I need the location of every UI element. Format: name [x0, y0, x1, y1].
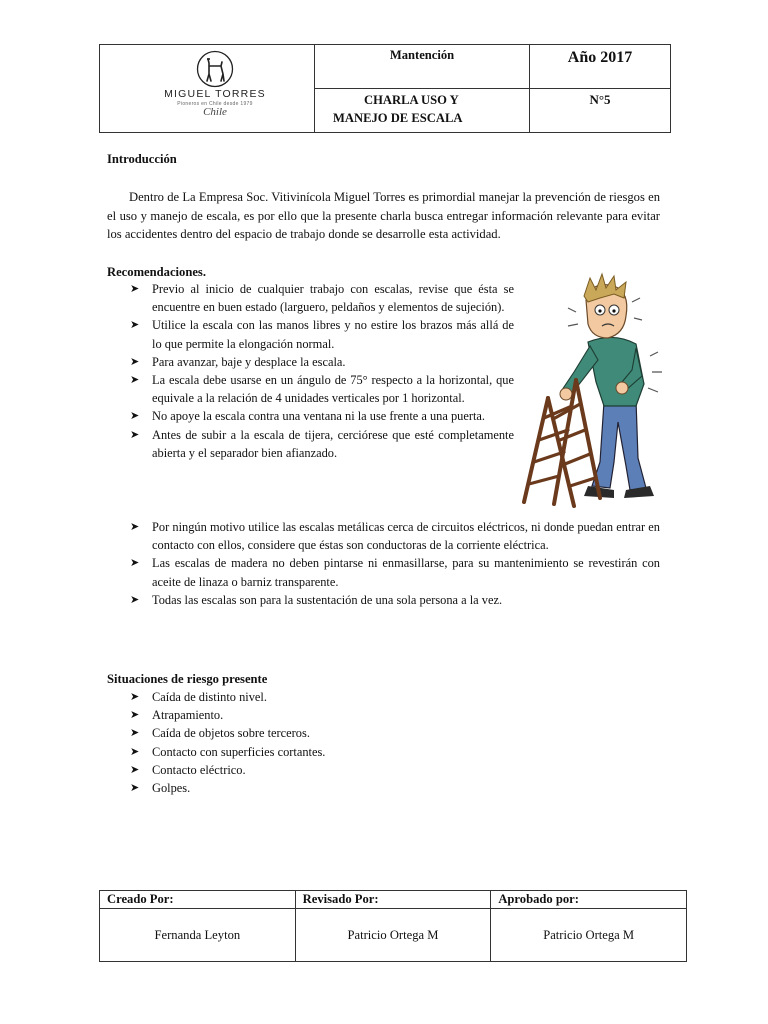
man-carrying-ladder-illustration: [518, 272, 666, 508]
title-line-2: MANEJO DE ESCALA: [333, 111, 463, 125]
list-item: ➤ La escala debe usarse en un ángulo de 75° respecto a la horizontal, que equivale a la relación de 4 unidades verticales por 1 horizontal.: [130, 373, 514, 406]
list-item: ➤ Contacto eléctrico.: [130, 761, 530, 779]
company-logo: [124, 50, 306, 130]
document-title: [333, 91, 529, 127]
title-cell: [315, 89, 530, 133]
arrow-bullet-icon: ➤: [130, 355, 140, 368]
number-cell: [530, 89, 671, 133]
arrow-bullet-icon: ➤: [130, 319, 140, 332]
arrow-bullet-icon: ➤: [130, 410, 140, 423]
approved-by-value: Patricio Ortega M: [491, 909, 687, 962]
intro-heading: Introducción: [107, 152, 177, 166]
arrow-bullet-icon: ➤: [130, 763, 140, 776]
arrow-bullet-icon: ➤: [130, 691, 140, 703]
area-cell: [315, 45, 530, 89]
reviewed-by-value: Patricio Ortega M: [295, 909, 491, 962]
arrow-bullet-icon: ➤: [130, 374, 140, 387]
document-number: N°5: [589, 92, 611, 107]
created-by-label: Creado Por:: [100, 891, 296, 909]
list-item: ➤ Todas las escalas son para la sustentación de una sola persona a la vez.: [130, 591, 660, 609]
list-item: ➤ Contacto con superficies cortantes.: [130, 743, 530, 761]
year-label: Año 2017: [567, 49, 633, 66]
logo-tagline: Pioneros en Chile desde 1979: [177, 101, 253, 107]
approved-by-label: Aprobado por:: [491, 891, 687, 909]
arrow-bullet-icon: ➤: [130, 709, 140, 722]
list-item: ➤ Antes de subir a la escala de tijera, cerciórese que esté completamente abierta y el separador bien afianzado.: [130, 427, 514, 460]
arrow-bullet-icon: ➤: [130, 727, 140, 740]
logo-script: Chile: [203, 106, 227, 118]
arrow-bullet-icon: ➤: [130, 428, 140, 441]
list-item: ➤ Utilice la escala con las manos libres y no estire los brazos más allá de lo que permite la elongación normal.: [130, 318, 514, 351]
list-item: ➤ Por ningún motivo utilice las escalas metálicas cerca de circuitos eléctricos, ni donde puedan entrar en contacto con ellos, considere que éstas son conductoras de la corriente eléctrica.: [130, 520, 660, 553]
area-label: Mantención: [389, 48, 455, 62]
created-by-value: Fernanda Leyton: [100, 909, 296, 962]
list-item: ➤ Golpes.: [130, 779, 530, 797]
list-item: ➤ Caída de distinto nivel.: [130, 688, 530, 706]
list-item: ➤ Para avanzar, baje y desplace la escala.: [130, 353, 514, 371]
reviewed-by-label: Revisado Por:: [295, 891, 491, 909]
arrow-bullet-icon: ➤: [130, 521, 140, 533]
list-item: ➤ No apoye la escala contra una ventana ni la use frente a una puerta.: [130, 407, 514, 425]
arrow-bullet-icon: ➤: [130, 745, 140, 758]
year-cell: [530, 45, 671, 89]
list-item: ➤ Atrapamiento.: [130, 706, 530, 724]
logo-brand-name: MIGUEL TORRES: [164, 88, 266, 100]
risks-heading: Situaciones de riesgo presente: [107, 672, 268, 686]
arrow-bullet-icon: ➤: [130, 557, 140, 570]
intro-paragraph: Dentro de La Empresa Soc. Vitivinícola Miguel Torres es primordial manejar la prevención de riesgos en el uso y manejo de escala, es por ello que la presente charla busca entregar información relevante para evitar los accidentes dentro del espacio de trabajo donde se desarrolle esta actividad.: [107, 190, 660, 241]
approval-table: [99, 890, 687, 962]
list-item: ➤ Previo al inicio de cualquier trabajo con escalas, revise que ésta se encuentre en buen estado (larguero, peldaños y elementos de sujeción).: [130, 282, 514, 315]
title-line-1: CHARLA USO Y: [364, 93, 459, 107]
arrow-bullet-icon: ➤: [130, 283, 140, 295]
list-item: ➤ Caída de objetos sobre terceros.: [130, 724, 530, 742]
arrow-bullet-icon: ➤: [130, 782, 140, 795]
risks-list: [130, 688, 530, 797]
arrow-bullet-icon: ➤: [130, 593, 140, 606]
list-item: ➤ Las escalas de madera no deben pintarse ni enmasillarse, para su mantenimiento se revestirán con aceite de linaza o barniz transparente.: [130, 556, 660, 589]
recommendations-list-narrow: [130, 280, 514, 462]
recommendations-list-wide: [130, 518, 660, 609]
recommendations-heading: Recomendaciones.: [107, 265, 206, 279]
llama-logo-icon: [194, 50, 236, 88]
